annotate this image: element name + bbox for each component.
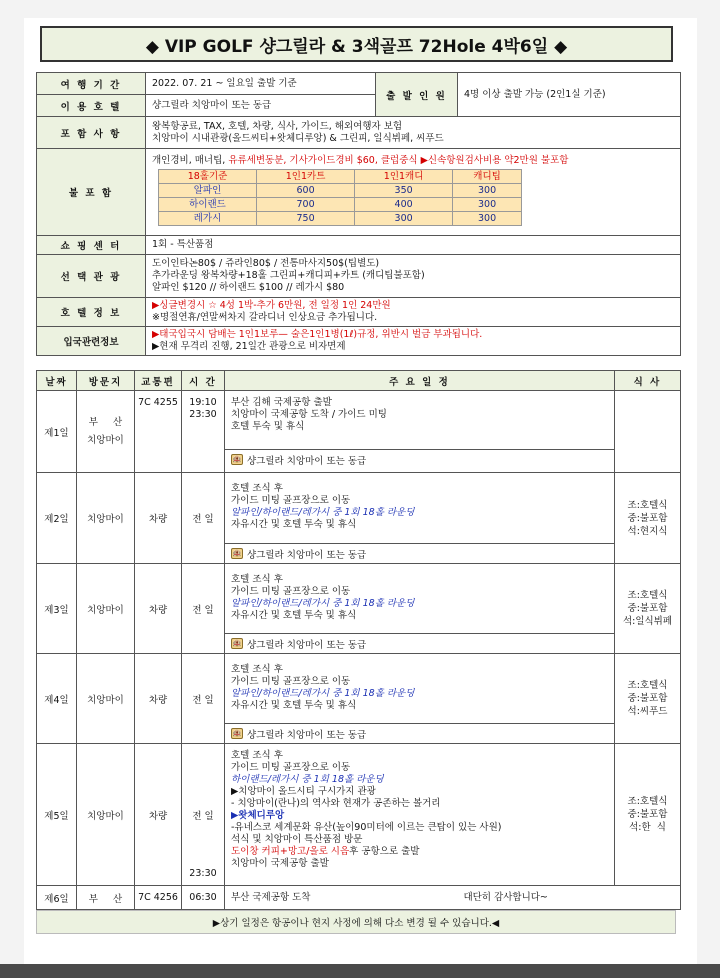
time-cell: 전 일	[182, 654, 225, 744]
transport-cell: 차량	[135, 473, 182, 564]
plan-cell	[225, 886, 681, 910]
place-cell: 치앙마이	[77, 473, 135, 564]
hotelinfo-line-1: ▶싱글변경시 ☆ 4성 1박-추가 6만원, 전 일정 1인 24만원	[152, 300, 391, 311]
plan-line: 자유시간 및 호텔 투숙 및 휴식	[231, 610, 357, 621]
fee-tip: 300	[453, 198, 522, 212]
shopping-label: 쇼 핑 센 터	[37, 236, 146, 255]
plan-line: 알파인/하이랜드/레가시 중 1회 18홀 라운딩	[231, 688, 415, 699]
plan-line: 호텔 투숙 및 휴식	[231, 421, 305, 432]
option-line-2: 추가라운딩 왕복차량+18홀 그린피+캐디피+카트 (캐디팁불포함)	[152, 270, 425, 281]
plan-line: 호텔 조식 후	[231, 750, 283, 761]
exclude-line-1b: 유류세변동분, 기사가이드경비 $60, 클럽중식 ▶신속항원검사비용 약2만원 불포함	[228, 155, 569, 166]
departure-value: 4명 이상 출발 가능 (2인1실 기준)	[458, 73, 681, 117]
entry-line-2: ▶현재 무격리 진행, 21일간 관광으로 비자면제	[152, 341, 346, 352]
footer-note: ▶상기 일정은 항공이나 현지 사정에 의해 다소 변경 될 수 있습니다.◀	[36, 910, 676, 934]
fee-row	[159, 184, 522, 198]
day-label: 제4일	[37, 654, 77, 744]
plan-line: 가이드 미팅 골프장으로 이동	[231, 495, 351, 506]
plan-line: 가이드 미팅 골프장으로 이동	[231, 762, 351, 773]
hotelinfo-value	[146, 298, 681, 327]
fee-tip: 300	[453, 184, 522, 198]
include-value	[146, 117, 681, 149]
meal-cell	[615, 744, 681, 886]
plan-line: - 치앙마이(란나)의 역사와 현재가 공존하는 볼거리	[231, 798, 441, 809]
plan-line: 부산 김해 국제공항 출발	[231, 397, 332, 408]
option-label: 선 택 관 광	[37, 255, 146, 298]
meal-cell	[615, 391, 681, 473]
place-cell: 치앙마이	[77, 654, 135, 744]
plan-line: 알파인/하이랜드/레가시 중 1회 18홀 라운딩	[231, 598, 415, 609]
plan-line: ▶치앙마이 올드시티 구시가지 관광	[231, 786, 376, 797]
meal-dinner: 석:씨푸드	[627, 706, 668, 717]
place-cell: 치앙마이	[77, 564, 135, 654]
hotelinfo-label: 호 텔 정 보	[37, 298, 146, 327]
plan-line: ▶왓체디루앙	[231, 810, 285, 821]
entry-label: 입국관련정보	[37, 327, 146, 356]
bottom-bar	[0, 964, 720, 978]
hotel-name: 샹그릴라 치앙마이 또는 동급	[247, 455, 367, 467]
fee-caddie: 300	[355, 212, 453, 226]
plan-line: 치앙마이 국제공항 도착 / 가이드 미팅	[231, 409, 387, 420]
fee-course: 알파인	[159, 184, 257, 198]
plan-line: 가이드 미팅 골프장으로 이동	[231, 676, 351, 687]
meal-breakfast: 조:호텔식	[627, 499, 668, 511]
transport-cell: 7C 4256	[135, 886, 182, 910]
transport-cell: 7C 4255	[135, 391, 182, 473]
plan-line: 호텔 조식 후	[231, 574, 283, 585]
schedule-table	[36, 370, 681, 910]
period-label: 여 행 기 간	[37, 73, 146, 95]
plan-line: 자유시간 및 호텔 투숙 및 휴식	[231, 519, 357, 530]
option-line-3: 알파인 $120 // 하이랜드 $100 // 레가시 $80	[152, 282, 345, 293]
time-cell: 전 일	[182, 473, 225, 564]
place-cell	[77, 391, 135, 473]
itinerary-sheet	[24, 18, 697, 964]
plan-line: 알파인/하이랜드/레가시 중 1회 18홀 라운딩	[231, 507, 415, 518]
plan-line: 호텔 조식 후	[231, 664, 283, 675]
plan-line: 가이드 미팅 골프장으로 이동	[231, 586, 351, 597]
hotel-label: 이 용 호 텔	[37, 95, 146, 117]
plan-airport: 후 공항으로 출발	[349, 846, 420, 857]
transport-cell: 차량	[135, 564, 182, 654]
col-transport: 교통편	[135, 371, 182, 391]
include-line-2: 치앙마이 시내관광(올드씨티+왓체디루앙) & 그린피, 일식뷔페, 씨푸드	[152, 132, 444, 144]
schedule-row-day2	[37, 473, 681, 564]
col-plan: 주 요 일 정	[225, 371, 615, 391]
col-meal: 식 사	[615, 371, 681, 391]
plan-cell	[225, 391, 615, 473]
col-place: 방문지	[77, 371, 135, 391]
meal-dinner: 석:한 식	[629, 822, 666, 833]
meal-lunch: 중:불포함	[627, 603, 668, 614]
plan-line: 부산 국제공항 도착	[231, 891, 311, 903]
time-1: 전 일	[192, 810, 214, 822]
meal-dinner: 석:현지식	[627, 525, 668, 537]
option-line-1: 도이인타논80$ / 쥬라인80$ / 전통마사지50$(팁별도)	[152, 258, 380, 269]
time-cell: 전 일	[182, 564, 225, 654]
hotelinfo-line-2: ※명절연휴/연말써차지 갈라디너 인상요금 추가됩니다.	[152, 312, 378, 323]
plan-line: 석식 및 치앙마이 특산품점 방문	[231, 834, 363, 845]
include-line-1: 왕복항공료, TAX, 호텔, 차량, 식사, 가이드, 해외여행자 보험	[152, 120, 403, 132]
hotel-line	[225, 449, 614, 469]
day-label: 제3일	[37, 564, 77, 654]
fee-caddie: 350	[355, 184, 453, 198]
fee-row	[159, 212, 522, 226]
plan-cell	[225, 564, 615, 654]
meal-dinner: 석:일식뷔페	[622, 616, 673, 627]
fee-cart: 600	[257, 184, 355, 198]
entry-value	[146, 327, 681, 356]
time-cell: 06:30	[182, 886, 225, 910]
fee-course: 하이랜드	[159, 198, 257, 212]
plan-line: 하이랜드/레가시 중 1회 18홀 라운딩	[231, 774, 384, 785]
hotel-value: 샹그릴라 치앙마이 또는 동급	[146, 95, 376, 117]
hotel-icon: 🏨	[232, 729, 242, 737]
plan-line: 치앙마이 국제공항 출발	[231, 858, 329, 869]
col-day: 날짜	[37, 371, 77, 391]
time-cell	[182, 744, 225, 886]
fee-header-caddie: 1인1캐디	[355, 170, 453, 184]
hotel-line	[225, 633, 614, 653]
hotel-line	[225, 543, 614, 563]
fee-cart: 750	[257, 212, 355, 226]
meal-lunch: 중:불포함	[627, 693, 668, 704]
place-busan: 부 산	[88, 416, 123, 428]
fee-cart: 700	[257, 198, 355, 212]
plan-line: 호텔 조식 후	[231, 483, 283, 494]
meal-cell	[615, 564, 681, 654]
plan-cell	[225, 473, 615, 564]
hotel-icon: 🏨	[232, 549, 242, 557]
plan-cell	[225, 744, 615, 886]
hotel-name: 샹그릴라 치앙마이 또는 동급	[247, 639, 367, 651]
transport-cell: 차량	[135, 744, 182, 886]
meal-cell	[615, 473, 681, 564]
day-label: 제1일	[37, 391, 77, 473]
fee-caddie: 400	[355, 198, 453, 212]
time-1: 19:10	[189, 397, 217, 408]
fee-header-course: 18홀기준	[159, 170, 257, 184]
meal-breakfast: 조:호텔식	[627, 590, 668, 601]
fee-header-cart: 1인1카트	[257, 170, 355, 184]
plan-line	[231, 846, 608, 858]
fee-header-tip: 캐디팁	[453, 170, 522, 184]
exclude-label: 불 포 함	[37, 149, 146, 236]
include-label: 포 함 사 항	[37, 117, 146, 149]
schedule-row-day6	[37, 886, 681, 910]
plan-cell	[225, 654, 615, 744]
entry-line-1: ▶태국입국시 담배는 1인1보루— 술은1인1병(1ℓ)규정, 위반시 벌금 부과됩니다.	[152, 329, 483, 340]
hotel-icon: 🏨	[232, 455, 242, 463]
hotel-line	[225, 723, 614, 743]
meal-lunch: 중:불포함	[627, 809, 668, 820]
thanks-text: 대단히 감사합니다~	[463, 891, 548, 903]
fee-tip: 300	[453, 212, 522, 226]
page-title: ◆ VIP GOLF 샹그릴라 & 3색골프 72Hole 4박6일 ◆	[40, 26, 673, 62]
time-cell	[182, 391, 225, 473]
day-label: 제2일	[37, 473, 77, 564]
time-2: 23:30	[189, 868, 217, 879]
day-label: 제6일	[37, 886, 77, 910]
shopping-value: 1회 - 특산품점	[146, 236, 681, 255]
plan-line: 자유시간 및 호텔 투숙 및 휴식	[231, 700, 357, 711]
plan-line: -유네스코 세계문화 유산(높이90미터에 이르는 큰탑이 있는 사원)	[231, 822, 502, 833]
schedule-row-day3	[37, 564, 681, 654]
meal-breakfast: 조:호텔식	[627, 796, 668, 807]
meal-lunch: 중:불포함	[627, 512, 668, 524]
exclude-line-1a: 개인경비, 매너팁,	[152, 155, 229, 166]
transport-cell: 차량	[135, 654, 182, 744]
period-value: 2022. 07. 21 ~ 일요일 출발 기준	[146, 73, 376, 95]
exclude-value	[146, 149, 681, 236]
hotel-name: 샹그릴라 치앙마이 또는 동급	[247, 549, 367, 561]
plan-coffee: 도이창 커피+망고/올로 시음	[231, 846, 350, 857]
day-label: 제5일	[37, 744, 77, 886]
time-2: 23:30	[189, 409, 217, 420]
schedule-row-day5	[37, 744, 681, 886]
departure-label: 출 발 인 원	[376, 73, 458, 117]
schedule-row-day1	[37, 391, 681, 473]
info-table	[36, 72, 681, 356]
fee-course: 레가시	[159, 212, 257, 226]
col-time: 시 간	[182, 371, 225, 391]
hotel-name: 샹그릴라 치앙마이 또는 동급	[247, 729, 367, 741]
place-cell: 부 산	[77, 886, 135, 910]
place-cell: 치앙마이	[77, 744, 135, 886]
meal-breakfast: 조:호텔식	[627, 680, 668, 691]
fee-row	[159, 198, 522, 212]
meal-cell	[615, 654, 681, 744]
option-value	[146, 255, 681, 298]
schedule-row-day4	[37, 654, 681, 744]
greenfee-table	[158, 169, 522, 226]
place-chiangmai: 치앙마이	[87, 434, 124, 446]
hotel-icon: 🏨	[232, 639, 242, 647]
